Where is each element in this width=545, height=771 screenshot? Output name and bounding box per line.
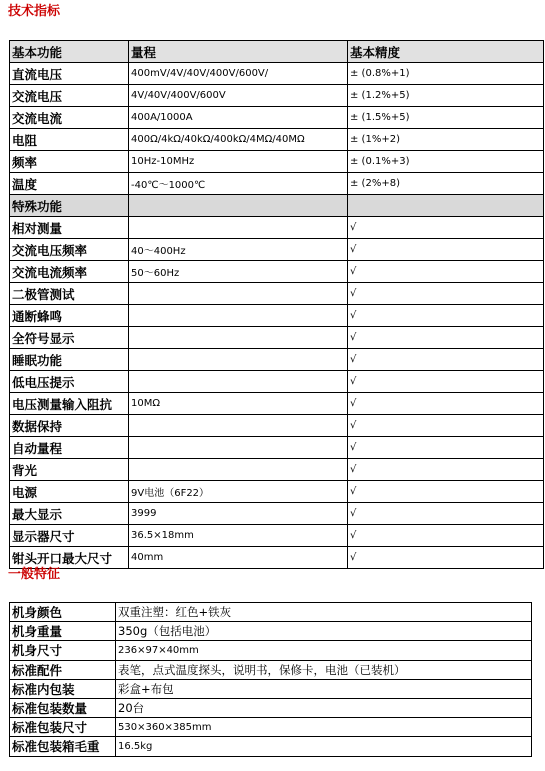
special-check-mark: √ bbox=[348, 305, 544, 327]
spec-function-name: 频率 bbox=[10, 151, 129, 173]
special-row bbox=[10, 415, 544, 437]
special-range-value bbox=[129, 305, 348, 327]
general-property-value: 彩盒+布包 bbox=[116, 679, 532, 698]
empty-cell bbox=[348, 195, 544, 217]
special-function-name: 交流电压频率 bbox=[10, 239, 129, 261]
special-check-mark: √ bbox=[348, 327, 544, 349]
special-function-name: 通断蜂鸣 bbox=[10, 305, 129, 327]
special-row bbox=[10, 261, 544, 283]
general-section-title: 一般特征 bbox=[8, 567, 61, 582]
general-property-name: 机身重量 bbox=[10, 622, 116, 641]
special-check-mark: √ bbox=[348, 525, 544, 547]
general-property-value: 236×97×40mm bbox=[116, 641, 532, 660]
special-function-name: 交流电流频率 bbox=[10, 261, 129, 283]
special-row bbox=[10, 503, 544, 525]
spec-section-row bbox=[10, 195, 544, 217]
spec-row bbox=[10, 85, 544, 107]
special-range-value bbox=[129, 371, 348, 393]
special-function-name: 电压测量输入阻抗 bbox=[10, 393, 129, 415]
general-property-value: 双重注塑：红色+铁灰 bbox=[116, 603, 532, 622]
special-row bbox=[10, 305, 544, 327]
general-row bbox=[10, 622, 532, 641]
spec-header-accuracy: 基本精度 bbox=[348, 41, 544, 63]
special-function-name: 数据保持 bbox=[10, 415, 129, 437]
general-property-name: 标准包装尺寸 bbox=[10, 718, 116, 737]
spec-row bbox=[10, 151, 544, 173]
spec-accuracy-value: ± (1.2%+5) bbox=[348, 85, 544, 107]
special-row bbox=[10, 283, 544, 305]
spec-table bbox=[9, 40, 544, 569]
special-function-name: 最大显示 bbox=[10, 503, 129, 525]
spec-range-value: -40℃～1000℃ bbox=[129, 173, 348, 195]
general-row bbox=[10, 603, 532, 622]
spec-range-value: 400mV/4V/40V/400V/600V/ bbox=[129, 63, 348, 85]
special-row bbox=[10, 349, 544, 371]
spec-table-header-row bbox=[10, 41, 544, 63]
spec-row bbox=[10, 173, 544, 195]
special-function-name: 自动量程 bbox=[10, 437, 129, 459]
special-range-value bbox=[129, 415, 348, 437]
spec-function-name: 直流电压 bbox=[10, 63, 129, 85]
general-property-value: 20台 bbox=[116, 698, 532, 717]
general-property-name: 机身尺寸 bbox=[10, 641, 116, 660]
special-check-mark: √ bbox=[348, 547, 544, 569]
special-check-mark: √ bbox=[348, 503, 544, 525]
special-row bbox=[10, 437, 544, 459]
general-row bbox=[10, 737, 532, 756]
spec-range-value: 4V/40V/400V/600V bbox=[129, 85, 348, 107]
empty-cell bbox=[129, 195, 348, 217]
spec-accuracy-value: ± (2%+8) bbox=[348, 173, 544, 195]
spec-function-name: 电阻 bbox=[10, 129, 129, 151]
special-check-mark: √ bbox=[348, 217, 544, 239]
special-check-mark: √ bbox=[348, 415, 544, 437]
special-function-name: 相对测量 bbox=[10, 217, 129, 239]
special-range-value: 9V电池（6F22） bbox=[129, 481, 348, 503]
spec-accuracy-value: ± (1.5%+5) bbox=[348, 107, 544, 129]
spec-row bbox=[10, 63, 544, 85]
special-function-name: 二极管测试 bbox=[10, 283, 129, 305]
general-property-value: 16.5kg bbox=[116, 737, 532, 756]
special-row bbox=[10, 239, 544, 261]
spec-section-title: 技术指标 bbox=[8, 4, 61, 19]
special-range-value bbox=[129, 437, 348, 459]
general-property-name: 标准配件 bbox=[10, 660, 116, 679]
general-property-name: 标准包装数量 bbox=[10, 698, 116, 717]
special-check-mark: √ bbox=[348, 283, 544, 305]
special-function-name: 全符号显示 bbox=[10, 327, 129, 349]
general-row bbox=[10, 641, 532, 660]
special-row bbox=[10, 481, 544, 503]
special-range-value: 50～60Hz bbox=[129, 261, 348, 283]
special-range-value: 40～400Hz bbox=[129, 239, 348, 261]
special-check-mark: √ bbox=[348, 437, 544, 459]
special-row bbox=[10, 371, 544, 393]
special-row bbox=[10, 459, 544, 481]
general-property-value: 530×360×385mm bbox=[116, 718, 532, 737]
general-row bbox=[10, 698, 532, 717]
special-check-mark: √ bbox=[348, 261, 544, 283]
special-row bbox=[10, 393, 544, 415]
spec-accuracy-value: ± (0.1%+3) bbox=[348, 151, 544, 173]
special-range-value: 36.5×18mm bbox=[129, 525, 348, 547]
special-check-mark: √ bbox=[348, 481, 544, 503]
special-range-value bbox=[129, 283, 348, 305]
special-check-mark: √ bbox=[348, 239, 544, 261]
spec-row bbox=[10, 107, 544, 129]
special-range-value bbox=[129, 349, 348, 371]
special-check-mark: √ bbox=[348, 459, 544, 481]
special-check-mark: √ bbox=[348, 371, 544, 393]
spec-header-function: 基本功能 bbox=[10, 41, 129, 63]
special-function-name: 低电压提示 bbox=[10, 371, 129, 393]
general-property-value: 350g（包括电池） bbox=[116, 622, 532, 641]
special-function-name: 背光 bbox=[10, 459, 129, 481]
spec-range-value: 10Hz-10MHz bbox=[129, 151, 348, 173]
special-range-value: 10MΩ bbox=[129, 393, 348, 415]
special-range-value bbox=[129, 217, 348, 239]
spec-row bbox=[10, 129, 544, 151]
general-property-name: 标准包装箱毛重 bbox=[10, 737, 116, 756]
special-range-value: 3999 bbox=[129, 503, 348, 525]
general-row bbox=[10, 660, 532, 679]
special-function-name: 睡眠功能 bbox=[10, 349, 129, 371]
special-check-mark: √ bbox=[348, 349, 544, 371]
spec-accuracy-value: ± (1%+2) bbox=[348, 129, 544, 151]
special-functions-label: 特殊功能 bbox=[10, 195, 129, 217]
spec-header-range: 量程 bbox=[129, 41, 348, 63]
general-table bbox=[9, 602, 532, 757]
special-function-name: 钳头开口最大尺寸 bbox=[10, 547, 129, 569]
spec-range-value: 400Ω/4kΩ/40kΩ/400kΩ/4MΩ/40MΩ bbox=[129, 129, 348, 151]
special-row bbox=[10, 327, 544, 349]
general-property-name: 标准内包装 bbox=[10, 679, 116, 698]
spec-range-value: 400A/1000A bbox=[129, 107, 348, 129]
special-range-value bbox=[129, 459, 348, 481]
special-row bbox=[10, 525, 544, 547]
special-range-value: 40mm bbox=[129, 547, 348, 569]
general-row bbox=[10, 718, 532, 737]
special-range-value bbox=[129, 327, 348, 349]
general-row bbox=[10, 679, 532, 698]
special-function-name: 电源 bbox=[10, 481, 129, 503]
spec-accuracy-value: ± (0.8%+1) bbox=[348, 63, 544, 85]
spec-function-name: 交流电流 bbox=[10, 107, 129, 129]
spec-function-name: 交流电压 bbox=[10, 85, 129, 107]
special-row bbox=[10, 217, 544, 239]
general-property-name: 机身颜色 bbox=[10, 603, 116, 622]
general-property-value: 表笔，点式温度探头，说明书，保修卡，电池（已装机） bbox=[116, 660, 532, 679]
special-check-mark: √ bbox=[348, 393, 544, 415]
spec-function-name: 温度 bbox=[10, 173, 129, 195]
special-row bbox=[10, 547, 544, 569]
special-function-name: 显示器尺寸 bbox=[10, 525, 129, 547]
